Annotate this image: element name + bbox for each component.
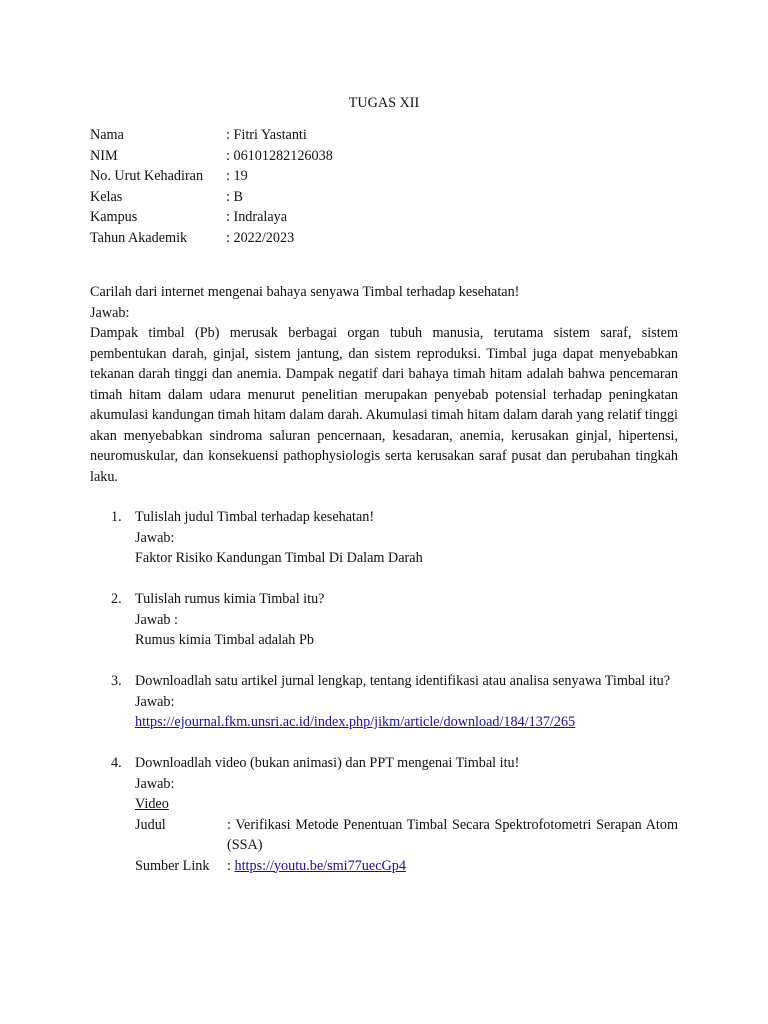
identity-label: Tahun Akademik <box>90 229 188 246</box>
item-question: Downloadlah video (bukan animasi) dan PPT mengenai Timbal itu! <box>135 755 520 771</box>
intro-question: Carilah dari internet mengenai bahaya senyawa Timbal terhadap kesehatan! <box>90 284 520 300</box>
video-link-row <box>135 856 678 877</box>
item-answer: Rumus kimia Timbal adalah Pb <box>135 632 314 648</box>
identity-value: : Indralaya <box>226 209 288 225</box>
identity-value: : 19 <box>226 168 248 184</box>
item-number: 4. <box>111 755 122 771</box>
identity-row-attendance <box>90 166 333 187</box>
item-answer-label: Jawab : <box>135 611 178 628</box>
identity-label: Nama <box>90 127 124 143</box>
video-source-link[interactable]: https://youtu.be/smi77uecGp4 <box>234 857 406 874</box>
identity-row-class <box>90 187 333 208</box>
list-item <box>90 589 678 651</box>
list-item <box>90 753 678 876</box>
intro-answer-label: Jawab: <box>90 304 130 321</box>
item-question: Tulislah rumus kimia Timbal itu? <box>135 591 325 607</box>
video-subheading: Video <box>135 796 169 812</box>
video-title-row <box>135 815 678 856</box>
intro-answer-paragraph: Dampak timbal (Pb) merusak berbagai organ tubuh manusia, terutama sistem saraf, sistem pembentukan darah, ginjal, sistem jantung, dan sistem reproduksi. Timbal juga dapat menyebabkan tekanan darah tinggi dan anemia. Dampak negatif dari bahaya timah hitam adalah bahwa pencemaran timah hitam dalam udara menurut penelitian merupakan penyebab potensial terhadap peningkatan akumulasi kandungan timah hitam dalam darah. Akumulasi timah hitam dalam darah yang relatif tinggi akan menyebabkan sindroma saluran pencernaan, kesadaran, anemia, kerusakan ginjal, hipertensi, neuromuskular, dan konsekuensi pathophysiologis serta kerusakan saraf pusat dan perubahan tingkah laku. <box>90 325 678 485</box>
identity-row-year <box>90 228 333 249</box>
identity-label: Kelas <box>90 188 123 205</box>
item-answer-label: Jawab: <box>135 529 175 546</box>
identity-row-name <box>90 125 333 146</box>
item-answer: Faktor Risiko Kandungan Timbal Di Dalam Darah <box>135 550 423 566</box>
identity-label: Kampus <box>90 209 138 225</box>
item-answer-label: Jawab: <box>135 693 175 710</box>
identity-value: : B <box>226 188 243 205</box>
item-number: 1. <box>111 509 122 525</box>
identity-row-campus <box>90 207 333 228</box>
identity-value: : 2022/2023 <box>226 229 295 246</box>
document-title: TUGAS XII <box>348 95 420 111</box>
list-item <box>90 671 678 733</box>
identity-label: No. Urut Kehadiran <box>90 168 204 184</box>
question-list <box>90 507 678 876</box>
identity-label: NIM <box>90 147 118 164</box>
identity-value: : 06101282126038 <box>226 147 333 164</box>
video-title-value: : Verifikasi Metode Penentuan Timbal Secara Spektrofotometri Serapan Atom (SSA) <box>227 816 678 853</box>
list-item <box>90 507 678 569</box>
journal-article-link[interactable]: https://ejournal.fkm.unsri.ac.id/index.php/jikm/article/download/184/137/265 <box>135 714 576 730</box>
identity-block <box>90 125 333 248</box>
video-link-label: Sumber Link <box>135 857 210 874</box>
item-number: 3. <box>111 673 122 689</box>
identity-row-nim <box>90 146 333 167</box>
video-title-label: Judul <box>135 816 166 833</box>
identity-value: : Fitri Yastanti <box>226 127 307 143</box>
item-question: Downloadlah satu artikel jurnal lengkap, tentang identifikasi atau analisa senyawa Timbal itu? <box>135 673 671 689</box>
item-number: 2. <box>111 591 122 607</box>
intro-section <box>90 282 678 487</box>
item-question: Tulislah judul Timbal terhadap kesehatan! <box>135 509 375 525</box>
item-answer-label: Jawab: <box>135 775 175 792</box>
video-link-prefix: : <box>227 857 235 874</box>
